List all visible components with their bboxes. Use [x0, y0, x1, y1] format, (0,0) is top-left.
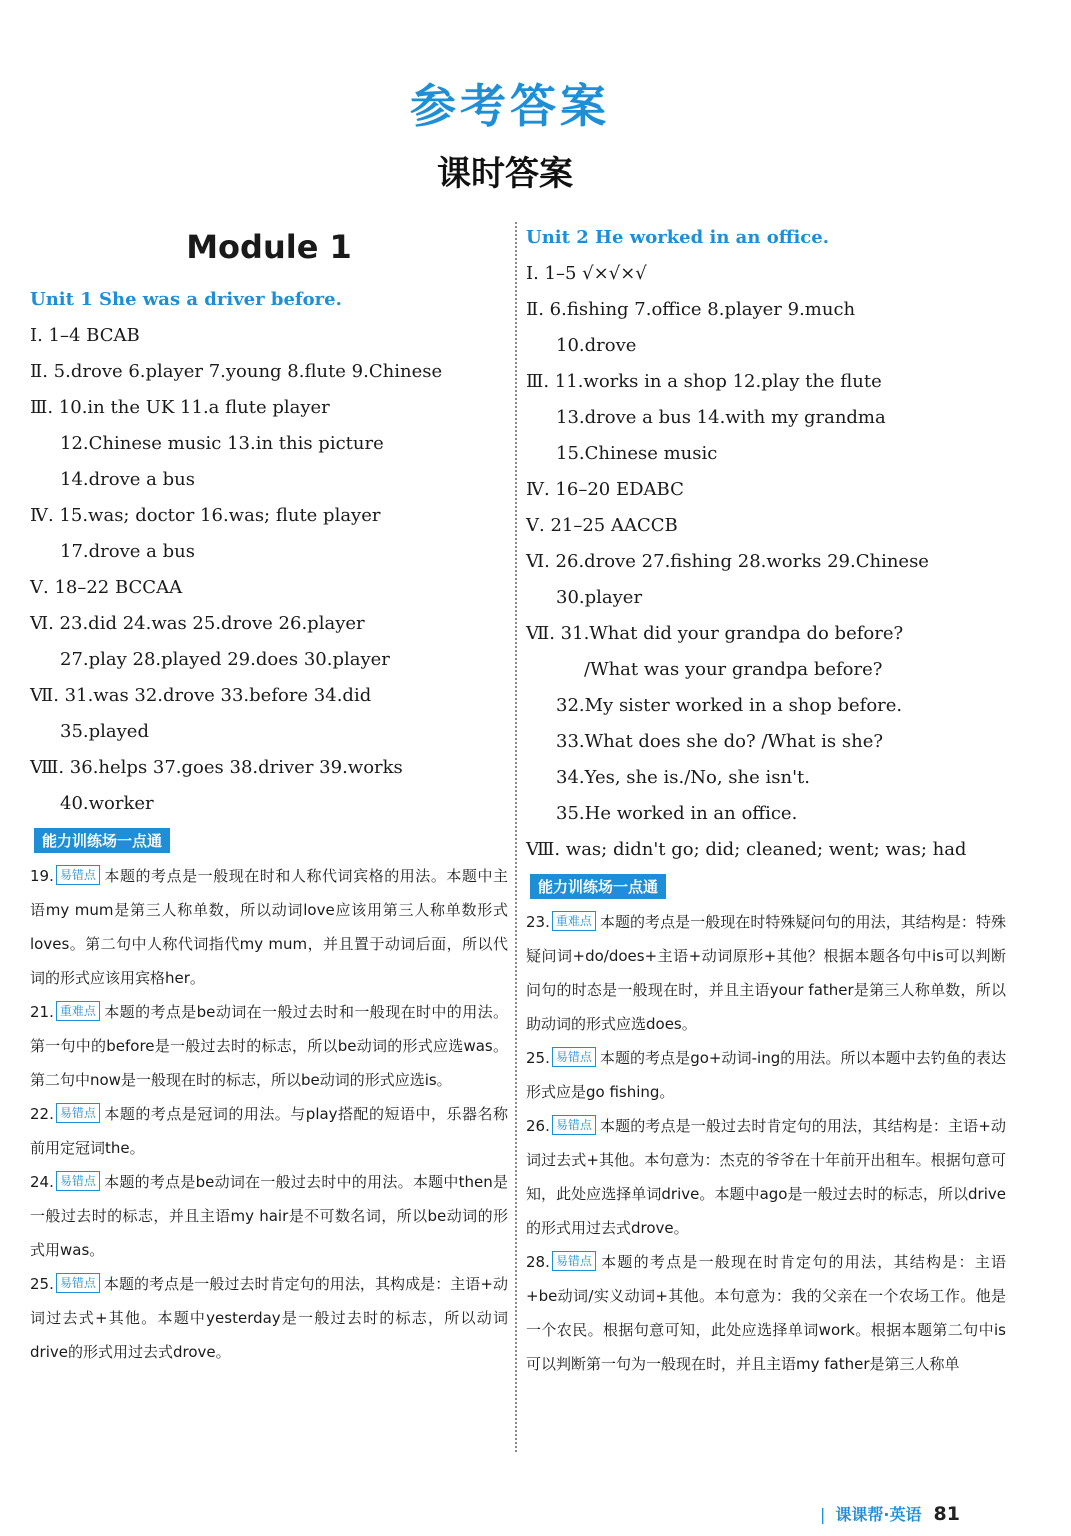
explanation-item: [30, 1097, 508, 1165]
answer-line: 30.player: [556, 587, 643, 608]
answer-line: 40.worker: [60, 793, 154, 814]
answer-line: 27.play 28.played 29.does 30.player: [60, 649, 390, 670]
answer-line: /What was your grandpa before?: [584, 659, 883, 680]
explanation-number: 19.: [30, 867, 54, 885]
left-column: [30, 226, 508, 1369]
answer-line: Ⅴ. 21–25 AACCB: [526, 515, 678, 536]
answer-line: Ⅲ. 11.works in a shop 12.play the flute: [526, 371, 882, 392]
explanation-text: 本题的考点是一般现在时特殊疑问句的用法，其结构是：特殊疑问词+do/does+主语+动词原形+其他？根据本题各句中is可以判断问句的时态是一般现在时，并且主语your father是第三人称单数，所以助动词的形式应选does。: [526, 913, 1006, 1033]
explanation-item: [526, 1245, 1006, 1381]
answer-line: Ⅰ. 1–5 √×√×√: [526, 263, 647, 284]
answer-list: [526, 256, 1006, 868]
answer-line: Ⅱ. 6.fishing 7.office 8.player 9.much: [526, 299, 856, 320]
explanation-tag: 重难点: [552, 911, 596, 931]
answer-line: Ⅷ. was; didn't go; did; cleaned; went; was; had: [526, 839, 967, 860]
explanation-item: [30, 859, 508, 995]
explanation-text: 本题的考点是go+动词-ing的用法。所以本题中去钓鱼的表达形式应是go fishing。: [526, 1049, 1006, 1101]
explanation-text: 本题的考点是一般过去时肯定句的用法，其结构是：主语+动词过去式+其他。本句意为：杰克的爷爷在十年前开出租车。根据句意可知，此处应选择单词drive。本题中ago是一般过去时的标志，所以drive的形式用过去式drove。: [526, 1117, 1006, 1237]
explanation-tag: 易错点: [552, 1047, 596, 1067]
explanation-item: [526, 1109, 1006, 1245]
explanation-text: 本题的考点是一般现在时和人称代词宾格的用法。本题中主语my mum是第三人称单数，所以动词love应该用第三人称单数形式loves。第二句中人称代词指代my mum，并且置于动词后面，所以代词的形式应该用宾格her。: [30, 867, 508, 987]
answer-line: 13.drove a bus 14.with my grandma: [556, 407, 886, 428]
answer-line: Ⅰ. 1–4 BCAB: [30, 325, 140, 346]
answer-line: Ⅳ. 16–20 EDABC: [526, 479, 684, 500]
explanation-tag: 易错点: [552, 1251, 596, 1271]
answer-line: 17.drove a bus: [60, 541, 195, 562]
answer-line: Ⅳ. 15.was; doctor 16.was; flute player: [30, 505, 381, 526]
explanation-list: [30, 859, 508, 1369]
explanation-text: 本题的考点是be动词在一般过去时中的用法。本题中then是一般过去时的标志，并且主语my hair是不可数名词，所以be动词的形式用was。: [30, 1173, 508, 1259]
explanation-tag: 易错点: [56, 865, 100, 885]
explanation-number: 25.: [30, 1275, 54, 1293]
explanation-tag: 易错点: [56, 1171, 100, 1191]
explanation-text: 本题的考点是一般现在时肯定句的用法，其结构是：主语+be动词/实义动词+其他。本句意为：我的父亲在一个农场工作。他是一个农民。根据句意可知，此处应选择单词work。根据本题第二句中is可以判断第一句为一般现在时，并且主语my father是第三人称单: [526, 1253, 1006, 1373]
explanation-number: 28.: [526, 1253, 550, 1271]
answer-line: 33.What does she do? /What is she?: [556, 731, 884, 752]
answer-line: 35.played: [60, 721, 149, 742]
right-column: [526, 220, 1006, 1381]
answer-line: Ⅴ. 18–22 BCCAA: [30, 577, 183, 598]
explanation-tag: 易错点: [56, 1103, 100, 1123]
explanation-item: [30, 995, 508, 1097]
explanation-number: 22.: [30, 1105, 54, 1123]
explanation-list: [526, 905, 1006, 1381]
explanation-tag: 易错点: [56, 1273, 100, 1293]
answer-line: 32.My sister worked in a shop before.: [556, 695, 903, 716]
explanation-tag: 易错点: [552, 1115, 596, 1135]
explanation-number: 25.: [526, 1049, 550, 1067]
explanation-text: 本题的考点是冠词的用法。与play搭配的短语中，乐器名称前用定冠词the。: [30, 1105, 508, 1157]
answer-line: 15.Chinese music: [556, 443, 718, 464]
explanation-text: 本题的考点是一般过去时肯定句的用法，其构成是：主语+动词过去式+其他。本题中yesterday是一般过去时的标志，所以动词drive的形式用过去式drove。: [30, 1275, 508, 1361]
answer-line: Ⅶ. 31.What did your grandpa do before?: [526, 623, 904, 644]
answer-line: 34.Yes, she is./No, she isn't.: [556, 767, 810, 788]
answer-line: Ⅵ. 23.did 24.was 25.drove 26.player: [30, 613, 365, 634]
explanation-item: [526, 905, 1006, 1041]
explanation-item: [30, 1267, 508, 1369]
explanation-item: [30, 1165, 508, 1267]
explanation-tag: 重难点: [56, 1001, 100, 1021]
module-title: Module 1: [186, 228, 352, 266]
unit-heading: Unit 1 She was a driver before.: [30, 289, 342, 310]
explanation-number: 26.: [526, 1117, 550, 1135]
explanation-number: 24.: [30, 1173, 54, 1191]
explanation-item: [526, 1041, 1006, 1109]
answer-line: Ⅷ. 36.helps 37.goes 38.driver 39.works: [30, 757, 403, 778]
answer-list: [30, 318, 508, 822]
explanation-number: 21.: [30, 1003, 54, 1021]
page-title: 参考答案: [410, 79, 610, 133]
answer-line: Ⅱ. 5.drove 6.player 7.young 8.flute 9.Chinese: [30, 361, 443, 382]
explanation-text: 本题的考点是be动词在一般过去时和一般现在时中的用法。第一句中的before是一般过去时的标志，所以be动词的形式应选was。第二句中now是一般现在时的标志，所以be动词的形式应选is。: [30, 1003, 508, 1089]
footer-divider-icon: |: [820, 1505, 826, 1524]
answer-line: Ⅶ. 31.was 32.drove 33.before 34.did: [30, 685, 372, 706]
answer-line: Ⅲ. 10.in the UK 11.a flute player: [30, 397, 330, 418]
answer-line: 35.He worked in an office.: [556, 803, 798, 824]
answer-line: Ⅵ. 26.drove 27.fishing 28.works 29.Chinese: [526, 551, 929, 572]
section-label: 能力训练场一点通: [530, 874, 666, 899]
page-subtitle: 课时答案: [437, 154, 573, 194]
page-footer: [820, 1500, 960, 1528]
answer-line: 12.Chinese music 13.in this picture: [60, 433, 384, 454]
column-divider: [515, 222, 517, 1452]
explanation-number: 23.: [526, 913, 550, 931]
page-number: 81: [933, 1503, 960, 1525]
answer-line: 10.drove: [556, 335, 637, 356]
footer-brand: 课课帮·英语: [835, 1505, 922, 1524]
section-label: 能力训练场一点通: [34, 828, 170, 853]
unit-heading: Unit 2 He worked in an office.: [526, 227, 829, 248]
answer-line: 14.drove a bus: [60, 469, 195, 490]
